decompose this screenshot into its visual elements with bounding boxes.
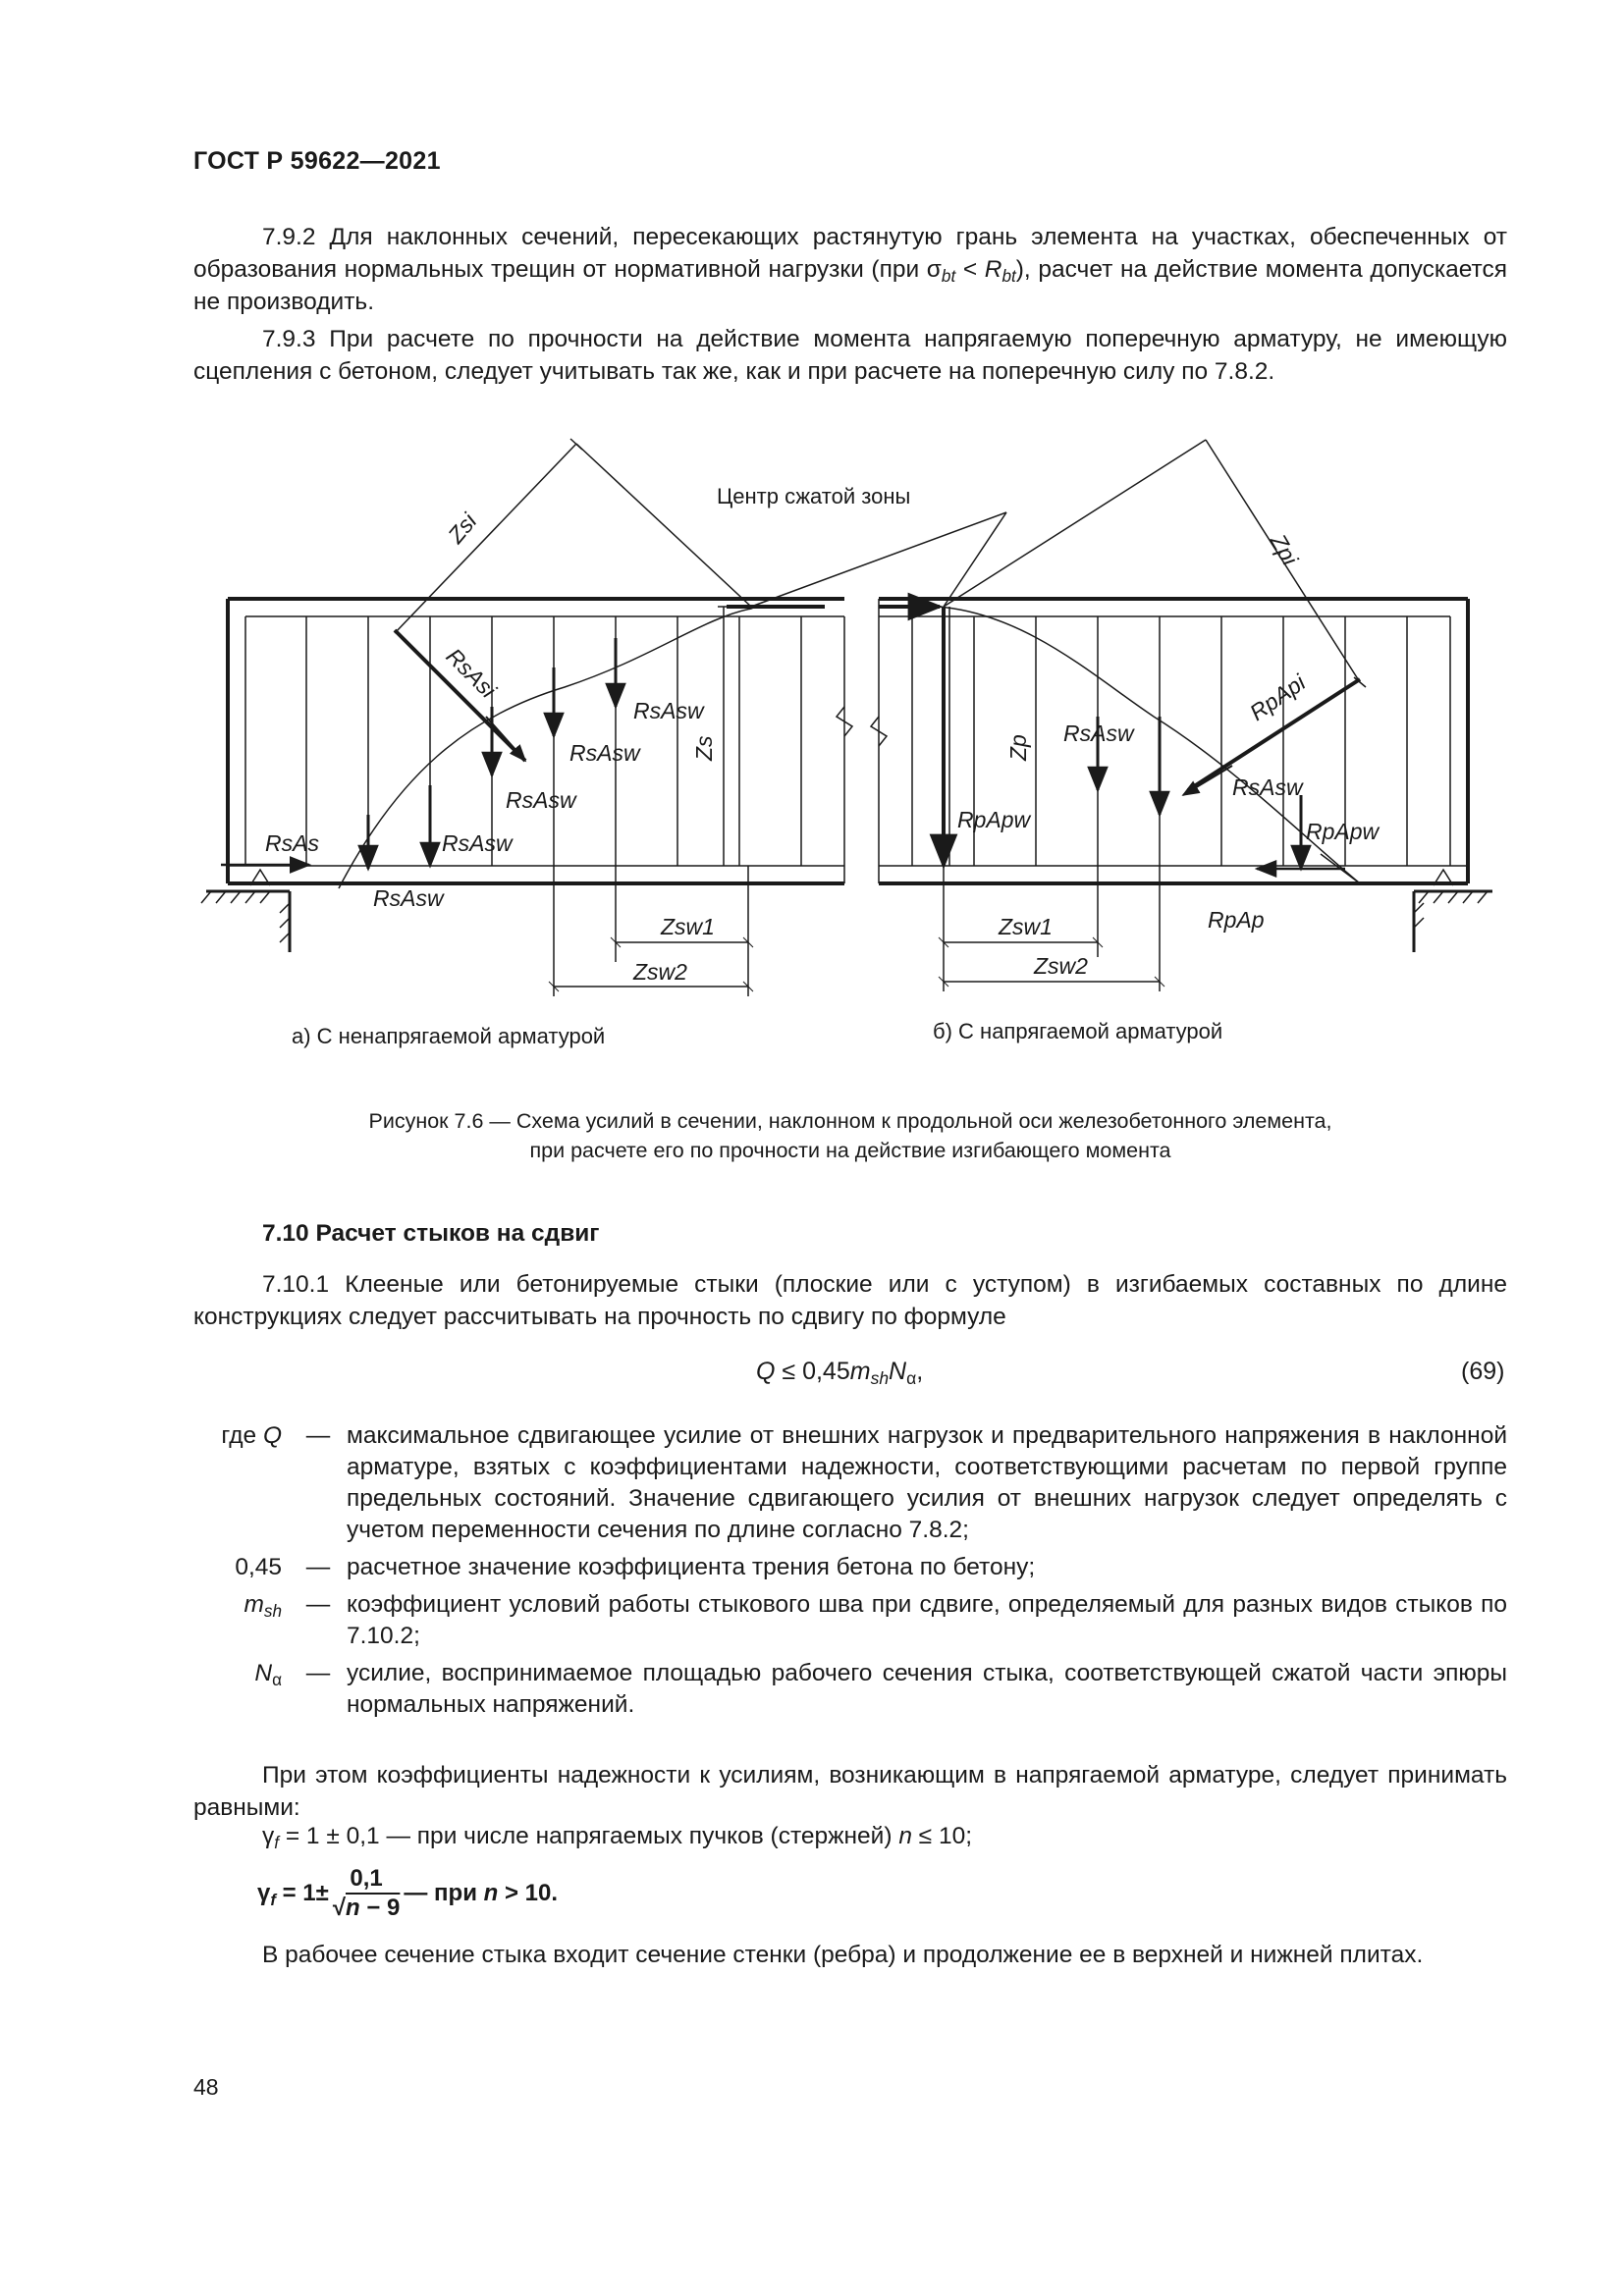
label-rsasw-4: RsAsw	[442, 830, 513, 856]
gamma-line-1: $\gamma_f = 1 \pm 0,1$ — при числе напрягаемых пучков (стержней) n ≤ 10;	[262, 1823, 973, 1852]
label-zsi: Zsi	[442, 508, 482, 549]
figure-caption	[193, 1106, 1507, 1165]
definitions-list	[193, 1420, 1507, 1727]
label-zsw1-right: Zsw1	[999, 914, 1053, 939]
label-zs: Zs	[691, 735, 717, 761]
section-title-7-10: 7.10 Расчет стыков на сдвиг	[262, 1220, 600, 1247]
paragraph-7-10-1: 7.10.1 Клееные или бетонируемые стыки (плоские или с уступом) в изгибаемых составных по длине конструкциях следует рассчитывать на прочность по сдвигу по формуле	[193, 1271, 1507, 1330]
label-rpapi: RpApi	[1244, 668, 1311, 726]
beam-left	[228, 599, 844, 883]
label-rsasw-5: RsAsw	[373, 885, 444, 911]
page-number: 48	[193, 2074, 219, 2100]
document-header: ГОСТ Р 59622—2021	[193, 147, 441, 175]
subcaption-a: а) С ненапрягаемой арматурой	[292, 1024, 606, 1048]
label-rsasw-2: RsAsw	[569, 740, 640, 766]
label-rpapw-2: RpApw	[1306, 819, 1380, 844]
label-rsasw-3: RsAsw	[506, 787, 576, 813]
label-zsw1-left: Zsw1	[661, 914, 715, 939]
caption-line-1: Рисунок 7.6 — Схема усилий в сечении, наклонном к продольной оси железобетонного элемента,	[368, 1109, 1332, 1133]
definition-msh: $m_{sh}$ — коэффициент условий работы стыкового шва при сдвиге, определяемый для разных видов стыков по 7.10.2;	[244, 1591, 1507, 1649]
label-rpap: RpAp	[1208, 907, 1265, 933]
label-rsasi: RsAsi	[441, 643, 502, 704]
gamma-line-2: $\gamma_f = 1\pm$ $\frac{0,1}{√n - 9}$ — при n > 10.	[257, 1865, 559, 1921]
label-rsasw-7: RsAsw	[1232, 774, 1303, 800]
caption-line-2: при расчете его по прочности на действие изгибающего момента	[529, 1139, 1171, 1162]
label-zsw2-left: Zsw2	[633, 959, 687, 985]
gamma-fraction: $\frac{0,1}{√n - 9}$	[332, 1865, 401, 1921]
formula-69: $Q \le 0,45m_{sh}N_\alpha$,	[756, 1358, 924, 1388]
paragraph-7-9-3: 7.9.3 При расчете по прочности на действие момента напрягаемую поперечную арматуру, не имеющую сцепления с бетоном, следует учитывать так же, как и при расчете на поперечную силу по 7.8.2.	[193, 326, 1507, 385]
paragraph-7-9-2: 7.9.2 Для наклонных сечений, пересекающих растянутую грань элемента на участках, обеспеченных от образования нормальных трещин от нормативной нагрузки (при $\sigma_{bt} < R_{bt}$), расчет на действие момента допускается не производить.	[193, 224, 1507, 315]
definition-045: 0,45 — расчетное значение коэффициента трения бетона по бетону;	[235, 1554, 1036, 1580]
definition-q: где Q — максимальное сдвигающее усилие от внешних нагрузок и предварительного напряжения в наклонной арматуре, взятых с коэффициентами надежности, соответствующими расчетам по первой группе предельных состояний. Значение сдвигающего усилия от внешних нагрузок следует определять с учетом переменности сечения по длине согласно 7.8.2;	[221, 1422, 1507, 1543]
label-center-compressed-zone: Центр сжатой зоны	[717, 484, 911, 508]
beam-right	[879, 599, 1468, 883]
formula-69-number: (69)	[1461, 1358, 1505, 1385]
label-rsasw-6: RsAsw	[1063, 721, 1134, 746]
paragraph-working-section: В рабочее сечение стыка входит сечение стенки (ребра) и продолжение ее в верхней и нижней плитах.	[262, 1942, 1424, 1968]
label-zsw2-right: Zsw2	[1034, 953, 1088, 979]
definition-nalpha: $N_\alpha$ — усилие, воспринимаемое площадью рабочего сечения стыка, соответствующей сжатой части эпюры нормальных напряжений.	[254, 1660, 1507, 1718]
figure-7-6	[191, 422, 1546, 1070]
label-rsas: RsAs	[265, 830, 319, 856]
label-rpapw-1: RpApw	[957, 807, 1031, 832]
paragraph-coefficients: При этом коэффициенты надежности к усилиям, возникающим в напрягаемой арматуре, следует принимать равными:	[193, 1762, 1507, 1821]
label-zpi: Zpi	[1265, 529, 1304, 570]
label-rsasw-1: RsAsw	[633, 698, 704, 723]
subcaption-b: б) С напрягаемой арматурой	[933, 1019, 1223, 1043]
label-zp: Zp	[1005, 734, 1031, 761]
